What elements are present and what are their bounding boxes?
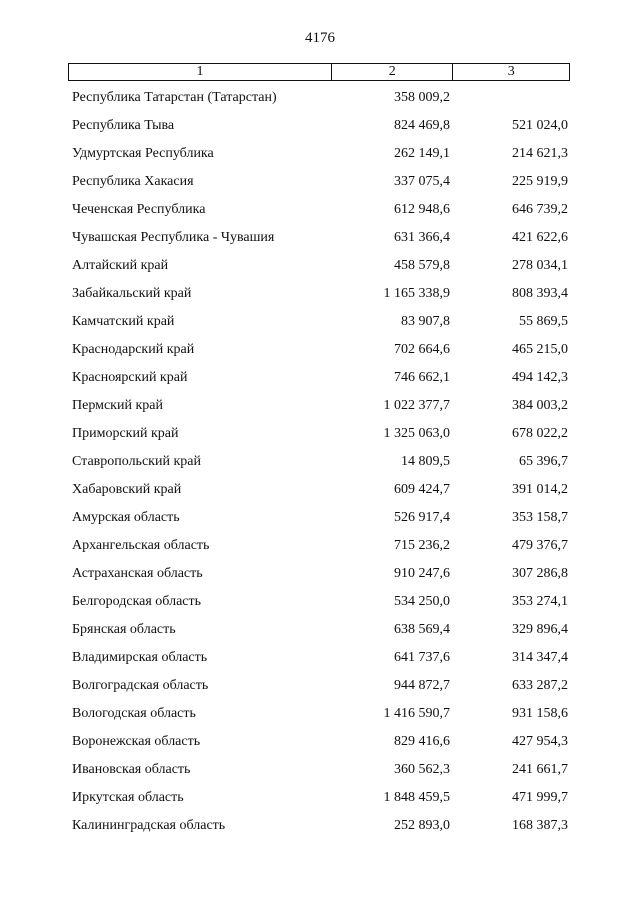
column-2-value: 612 948,6 [394,202,450,217]
region-name: Калининградская область [72,818,226,833]
region-name: Иркутская область [72,790,184,805]
column-3-value: 278 034,1 [512,258,568,273]
column-2-value: 715 236,2 [394,538,450,553]
region-name: Архангельская область [72,538,210,553]
table-row [0,140,640,168]
column-3-value: 241 661,7 [512,762,568,777]
column-2-value: 746 662,1 [394,370,450,385]
table-body [0,84,640,840]
table-row [0,504,640,532]
table-row [0,560,640,588]
region-name: Волгоградская область [72,678,209,693]
column-2-value: 641 737,6 [394,650,450,665]
column-2-value: 638 569,4 [394,622,450,637]
column-2-value: 360 562,3 [394,762,450,777]
table-row [0,756,640,784]
region-name: Удмуртская Республика [72,146,214,161]
table-row [0,336,640,364]
column-3-value: 353 158,7 [512,510,568,525]
region-name: Амурская область [72,510,180,525]
region-name: Республика Тыва [72,118,175,133]
table-row [0,784,640,812]
table-row [0,672,640,700]
region-name: Приморский край [72,426,179,441]
table-row [0,616,640,644]
region-name: Воронежская область [72,734,201,749]
region-name: Вологодская область [72,706,196,721]
column-3-value: 465 215,0 [512,342,568,357]
column-2-value: 1 416 590,7 [383,706,450,721]
column-3-value: 353 274,1 [512,594,568,609]
column-3-value: 471 999,7 [512,790,568,805]
column-2-value: 337 075,4 [394,174,450,189]
table-row [0,644,640,672]
column-2-value: 824 469,8 [394,118,450,133]
column-3-value: 931 158,6 [512,706,568,721]
region-name: Пермский край [72,398,163,413]
column-2-value: 458 579,8 [394,258,450,273]
table-row [0,196,640,224]
table-row [0,588,640,616]
region-name: Хабаровский край [72,482,182,497]
column-3-value: 421 622,6 [512,230,568,245]
column-3-value: 225 919,9 [512,174,568,189]
column-3-value: 55 869,5 [519,314,568,329]
column-3-value: 65 396,7 [519,454,568,469]
column-2-value: 910 247,6 [394,566,450,581]
table-row [0,700,640,728]
region-name: Чеченская Республика [72,202,206,217]
column-3-value: 479 376,7 [512,538,568,553]
table-row [0,392,640,420]
column-2-value: 358 009,2 [394,90,450,105]
table-row [0,280,640,308]
table-row [0,168,640,196]
column-3-value: 307 286,8 [512,566,568,581]
column-2-value: 702 664,6 [394,342,450,357]
region-name: Красноярский край [72,370,188,385]
column-header-3: 3 [507,64,515,79]
region-name: Краснодарский край [72,342,195,357]
column-header-1: 1 [69,64,332,80]
table-row [0,476,640,504]
column-2-value: 526 917,4 [394,510,450,525]
column-3-value: 646 739,2 [512,202,568,217]
region-name: Брянская область [72,622,176,637]
column-2-value: 944 872,7 [394,678,450,693]
column-2-value: 631 366,4 [394,230,450,245]
column-3-value: 808 393,4 [512,286,568,301]
column-3-value: 214 621,3 [512,146,568,161]
region-name: Чувашская Республика - Чувашия [72,230,275,245]
table-row [0,308,640,336]
table-row [0,364,640,392]
table-row [0,224,640,252]
table-row [0,812,640,840]
region-name: Ивановская область [72,762,191,777]
region-name: Забайкальский край [72,286,192,301]
table-row [0,84,640,112]
column-3-value: 633 287,2 [512,678,568,693]
table-row [0,252,640,280]
column-3-value: 384 003,2 [512,398,568,413]
column-2-value: 609 424,7 [394,482,450,497]
region-name: Камчатский край [72,314,175,329]
region-name: Астраханская область [72,566,203,581]
column-3-value: 521 024,0 [512,118,568,133]
column-2-value: 14 809,5 [401,454,450,469]
column-2-value: 83 907,8 [401,314,450,329]
table-row [0,112,640,140]
region-name: Алтайский край [72,258,169,273]
column-3-value: 678 022,2 [512,426,568,441]
table-row [0,532,640,560]
column-2-value: 1 165 338,9 [383,286,450,301]
column-2-value: 1 325 063,0 [383,426,450,441]
column-3-value: 314 347,4 [512,650,568,665]
column-3-value: 391 014,2 [512,482,568,497]
page-number: 4176 [305,30,335,46]
column-3-value: 494 142,3 [512,370,568,385]
column-3-value: 329 896,4 [512,622,568,637]
column-3-value: 168 387,3 [512,818,568,833]
table-row [0,448,640,476]
region-name: Владимирская область [72,650,208,665]
column-2-value: 262 149,1 [394,146,450,161]
region-name: Белгородская область [72,594,202,609]
column-2-value: 534 250,0 [394,594,450,609]
table-row [0,728,640,756]
table-header [68,63,570,81]
region-name: Республика Хакасия [72,174,194,189]
column-2-value: 829 416,6 [394,734,450,749]
table-row [0,420,640,448]
region-name: Республика Татарстан (Татарстан) [72,90,277,105]
column-2-value: 252 893,0 [394,818,450,833]
column-3-value: 427 954,3 [512,734,568,749]
column-2-value: 1 848 459,5 [383,790,450,805]
column-2-value: 1 022 377,7 [383,398,450,413]
region-name: Ставропольский край [72,454,201,469]
column-header-2: 2 [332,64,454,80]
